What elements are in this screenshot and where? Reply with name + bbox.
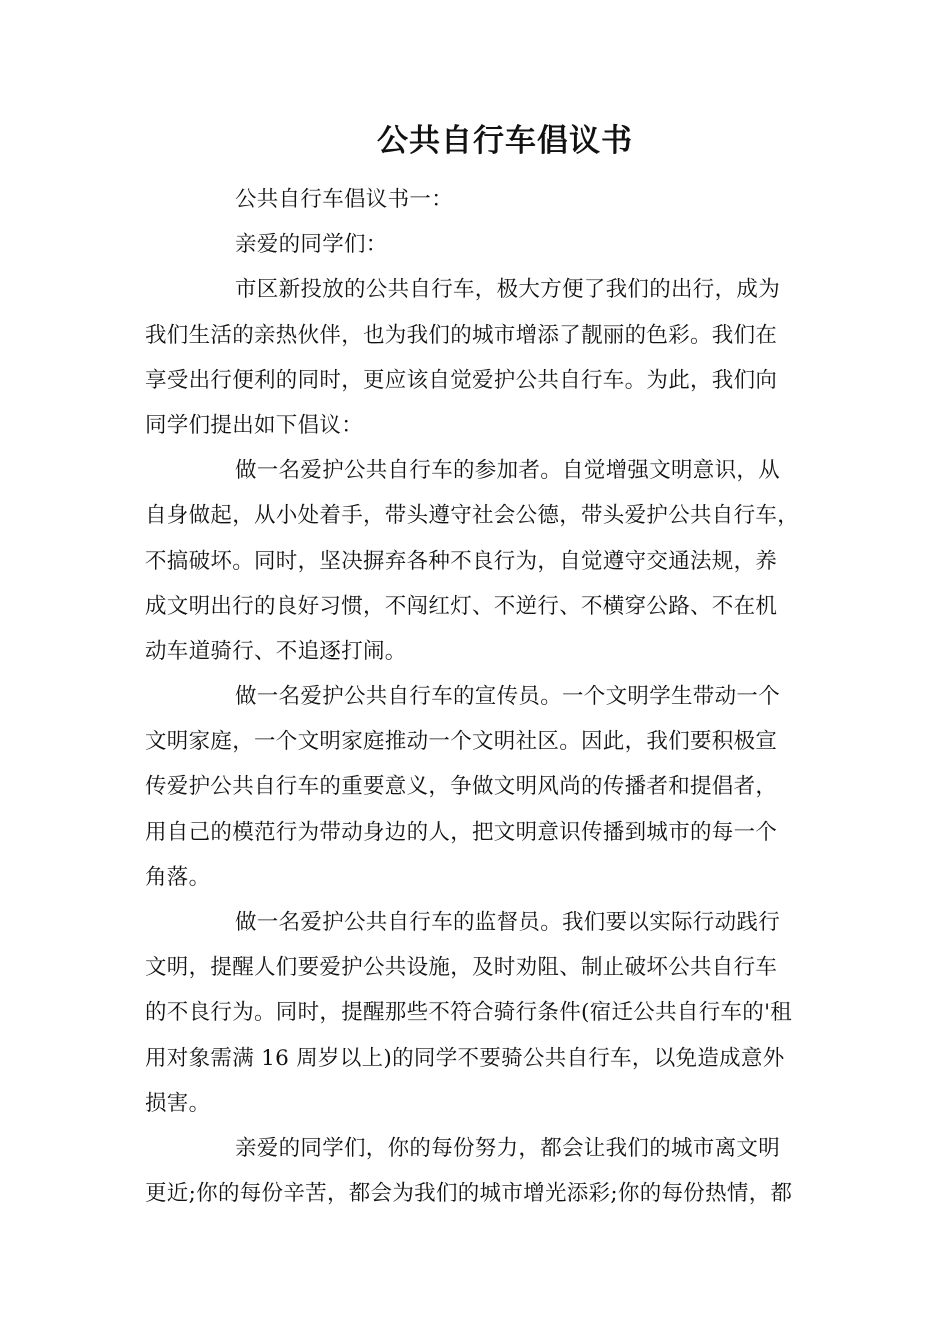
text-line: 做一名爱护公共自行车的参加者。自觉增强文明意识，从 [235, 458, 781, 484]
text-line: 不搞破坏。同时，坚决摒弃各种不良行为，自觉遵守交通法规，养 [145, 548, 778, 574]
text-line: 用自己的模范行为带动身边的人，把文明意识传播到城市的每一个 [145, 819, 778, 845]
text-line: 享受出行便利的同时，更应该自觉爱护公共自行车。为此，我们向 [145, 367, 778, 393]
text-line: 公共自行车倡议书一： [235, 187, 454, 212]
text-line: 做一名爱护公共自行车的宣传员。一个文明学生带动一个 [235, 684, 781, 710]
title-area [0, 0, 950, 200]
text-line: 文明，提醒人们要爱护公共设施，及时劝阻、制止破坏公共自行车 [145, 955, 778, 981]
text-line: 我们生活的亲热伙伴，也为我们的城市增添了靓丽的色彩。我们在 [145, 322, 778, 348]
text-line: 市区新投放的公共自行车，极大方便了我们的出行，成为 [235, 277, 781, 303]
text-line: 亲爱的同学们： [235, 232, 388, 258]
text-line: 成文明出行的良好习惯，不闯红灯、不逆行、不横穿公路、不在机 [145, 593, 778, 619]
document-body [145, 177, 810, 1216]
text-line: 自身做起，从小处着手，带头遵守社会公德，带头爱护公共自行车， [145, 503, 800, 529]
text-line: 亲爱的同学们，你的每份努力，都会让我们的城市离文明 [235, 1135, 781, 1161]
text-line: 同学们提出如下倡议： [145, 412, 364, 438]
text-line: 文明家庭，一个文明家庭推动一个文明社区。因此，我们要积极宣 [145, 729, 778, 755]
text-line: 更近;你的每份辛苦，都会为我们的城市增光添彩;你的每份热情，都 [145, 1181, 793, 1207]
text-line: 传爱护公共自行车的重要意义，争做文明风尚的传播者和提倡者， [145, 774, 778, 800]
text-line: 角落。 [145, 864, 211, 890]
document-title: 公共自行车倡议书 [377, 123, 633, 159]
text-line: 损害。 [145, 1090, 211, 1116]
text-line: 的不良行为。同时，提醒那些不符合骑行条件(宿迁公共自行车的'租 [145, 1000, 793, 1026]
text-line: 做一名爱护公共自行车的监督员。我们要以实际行动践行 [235, 910, 781, 935]
text-line: 动车道骑行、不追逐打闹。 [145, 638, 407, 664]
text-line: 用对象需满 16 周岁以上)的同学不要骑公共自行车，以免造成意外 [145, 1045, 785, 1071]
